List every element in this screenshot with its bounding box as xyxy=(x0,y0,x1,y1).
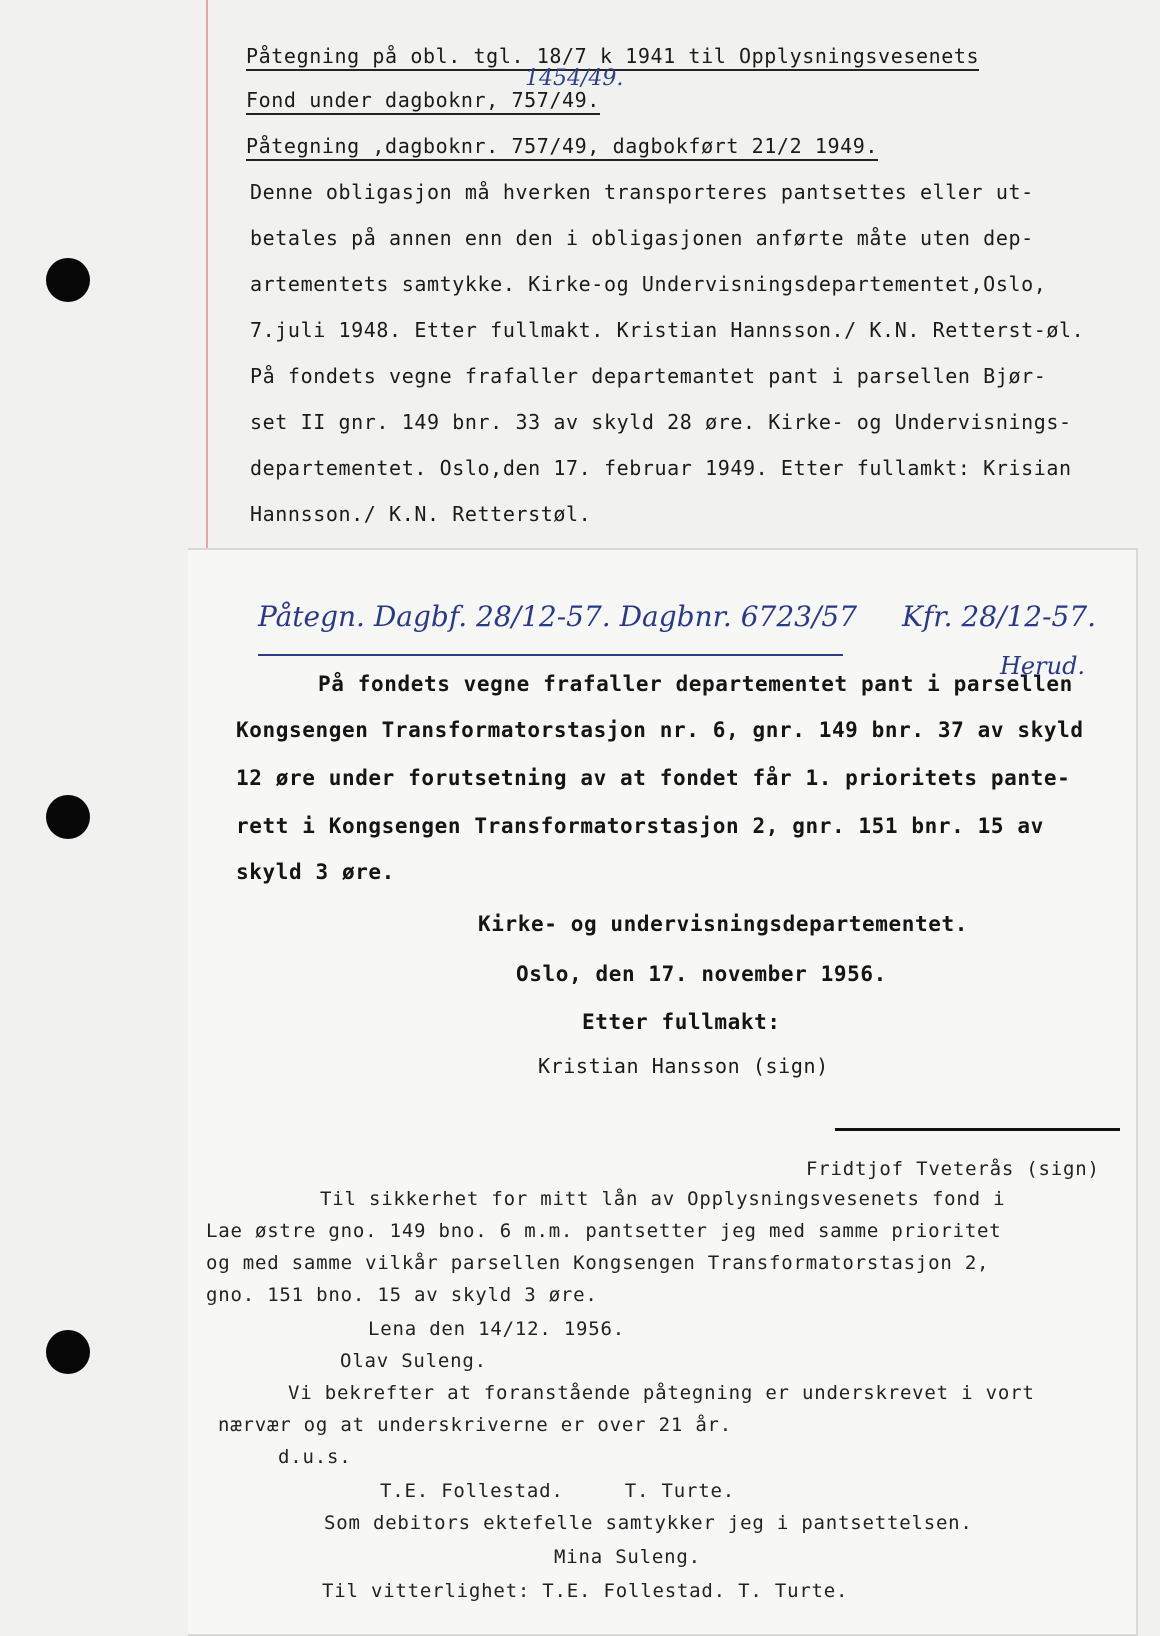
spouse-name: Mina Suleng. xyxy=(554,1546,701,1568)
handwritten-underline xyxy=(258,654,843,656)
body-line: Lae østre gno. 149 bno. 6 m.m. pantsetter jeg med samme prioritet xyxy=(206,1220,1002,1242)
witness-names: T.E. Follestad. T. Turte. xyxy=(380,1480,735,1502)
handwritten-annotation: Påtegn. Dagbf. 28/12-57. Dagbnr. 6723/57 xyxy=(258,600,858,633)
handwritten-signature: Herud. xyxy=(1000,652,1086,680)
body-line: På fondets vegne frafaller departementet pant i parsellen xyxy=(318,672,1073,696)
signature-line xyxy=(835,1128,1120,1131)
body-line: Kongsengen Transformatorstasjon nr. 6, gnr. 149 bnr. 37 av skyld xyxy=(236,718,1084,742)
punch-hole-top xyxy=(46,258,90,302)
signer-name: Kristian Hansson (sign) xyxy=(538,1054,829,1078)
confirm-line: nærvær og at underskriverne er over 21 år. xyxy=(218,1414,733,1436)
signer-name-2: Fridtjof Tveterås (sign) xyxy=(806,1158,1100,1180)
body-line: departementet. Oslo,den 17. februar 1949. Etter fullamkt: Krisian xyxy=(250,456,1072,480)
handwritten-reference: Kfr. 28/12-57. xyxy=(902,600,1097,633)
body-line: gno. 151 bno. 15 av skyld 3 øre. xyxy=(206,1284,598,1306)
body-line: set II gnr. 149 bnr. 33 av skyld 28 øre. Kirke- og Undervisnings- xyxy=(250,410,1072,434)
body-line: Denne obligasjon må hverken transporteres pantsettes eller ut- xyxy=(250,180,1034,204)
heading-line-3: Påtegning ,dagboknr. 757/49, dagbokført 21/2 1949. xyxy=(246,134,878,161)
body-line: Hannsson./ K.N. Retterstøl. xyxy=(250,502,592,526)
pasted-slip xyxy=(188,550,1138,1636)
handwritten-dagboknr: 1454/49. xyxy=(525,66,624,91)
body-line: 12 øre under forutsetning av at fondet får 1. prioritets pante- xyxy=(236,766,1071,790)
body-line: rett i Kongsengen Transformatorstasjon 2, gnr. 151 bnr. 15 av xyxy=(236,814,1044,838)
punch-hole-middle xyxy=(46,795,90,839)
body-line: 7.juli 1948. Etter fullmakt. Kristian Hannsson./ K.N. Retterst-øl. xyxy=(250,318,1085,342)
body-line: betales på annen enn den i obligasjonen anførte måte uten dep- xyxy=(250,226,1034,250)
confirm-line: Vi bekrefter at foranstående påtegning er underskrevet i vort xyxy=(288,1382,1035,1404)
body-line: artementets samtykke. Kirke-og Undervisningsdepartementet,Oslo, xyxy=(250,272,1047,296)
place-date-2: Lena den 14/12. 1956. xyxy=(368,1318,626,1340)
margin-rule xyxy=(206,0,208,560)
heading-line-2: Fond under dagboknr, 757/49. xyxy=(246,88,600,115)
body-line: På fondets vegne frafaller departemantet pant i parsellen Bjør- xyxy=(250,364,1047,388)
body-line: skyld 3 øre. xyxy=(236,860,395,884)
body-line: Til sikkerhet for mitt lån av Opplysningsvesenets fond i xyxy=(320,1188,1006,1210)
place-date: Oslo, den 17. november 1956. xyxy=(516,962,887,986)
heading-line-1: Påtegning på obl. tgl. 18/7 k 1941 til Opplysningsvesenets xyxy=(246,44,979,71)
pledger-name: Olav Suleng. xyxy=(340,1350,487,1372)
witness-final: Til vitterlighet: T.E. Follestad. T. Turte. xyxy=(322,1580,849,1602)
dus-abbrev: d.u.s. xyxy=(278,1446,352,1468)
spouse-consent: Som debitors ektefelle samtykker jeg i pantsettelsen. xyxy=(324,1512,973,1534)
body-line: og med samme vilkår parsellen Kongsengen Transformatorstasjon 2, xyxy=(206,1252,990,1274)
pasted-slip-edge xyxy=(188,548,1138,550)
authority-line: Etter fullmakt: xyxy=(582,1010,781,1034)
department-name: Kirke- og undervisningsdepartementet. xyxy=(478,912,968,936)
punch-hole-bottom xyxy=(46,1330,90,1374)
